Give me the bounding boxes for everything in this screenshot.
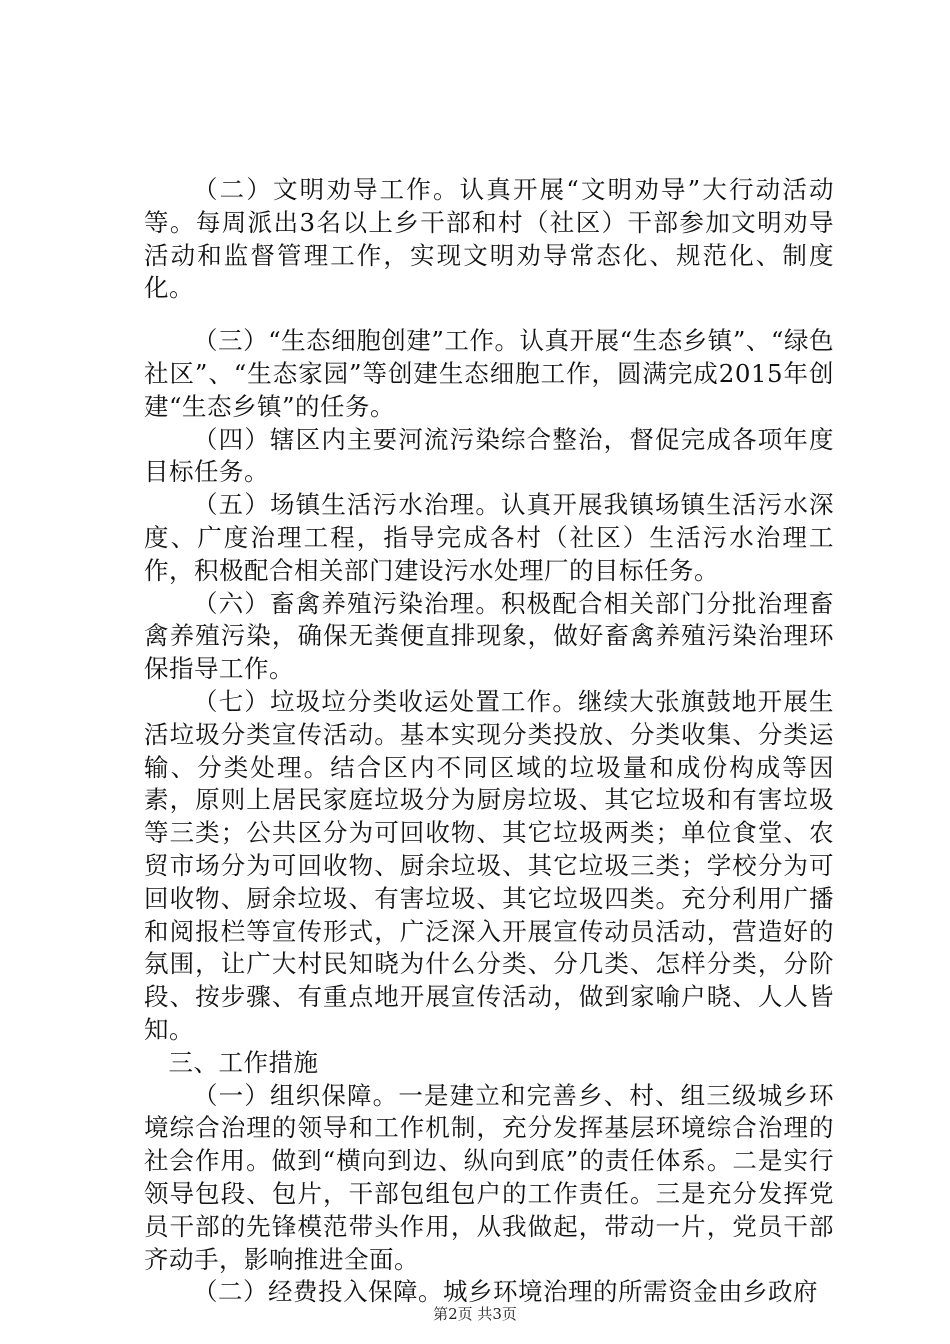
paragraph-organization-guarantee: （一）组织保障。一是建立和完善乡、村、组三级城乡环境综合治理的领导和工作机制，充分发挥基层环境综合治理的社会作用。做到“横向到边、纵向到底”的责任体系。二是实行领导包段、包片，干部包组包户的工作责任。三是充分发挥党员干部的先锋模范带头作用，从我做起，带动一片，党员干部齐动手，影响推进全面。	[144, 1080, 834, 1274]
paragraph-livestock-pollution: （六）畜禽养殖污染治理。积极配合相关部门分批治理畜禽养殖污染，确保无粪便直排现象，做好畜禽养殖污染治理环保指导工作。	[144, 588, 834, 684]
paragraph-garbage-sorting: （七）垃圾垃分类收运处置工作。继续大张旗鼓地开展生活垃圾分类宣传活动。基本实现分类投放、分类收集、分类运输、分类处理。结合区内不同区域的垃圾量和成份构成等因素，原则上居民家庭垃圾分为厨房垃圾、其它垃圾和有害垃圾等三类；公共区分为可回收物、其它垃圾两类；单位食堂、农贸市场分为可回收物、厨余垃圾、其它垃圾三类；学校分为可回收物、厨余垃圾、有害垃圾、其它垃圾四类。充分利用广播和阅报栏等宣传形式，广泛深入开展宣传动员活动，营造好的氛围，让广大村民知晓为什么分类、分几类、怎样分类，分阶段、按步骤、有重点地开展宣传活动，做到家喻户晓、人人皆知。	[144, 686, 834, 1044]
paragraph-sewage-treatment: （五）场镇生活污水治理。认真开展我镇场镇生活污水深度、广度治理工程，指导完成各村（社区）生活污水治理工作，积极配合相关部门建设污水处理厂的目标任务。	[144, 490, 834, 585]
paragraph-river-pollution: （四）辖区内主要河流污染综合整治，督促完成各项年度目标任务。	[144, 424, 834, 487]
page-footer: 第2页 共3页	[433, 1305, 517, 1323]
document-body	[144, 174, 834, 1309]
paragraph-funding-guarantee: （二）经费投入保障。城乡环境治理的所需资金由乡政府	[193, 1277, 818, 1307]
paragraph-ecological-cell: （三）“生态细胞创建”工作。认真开展“生态乡镇”、“绿色社区”、“生态家园”等创建生态细胞工作，圆满完成2015年创建“生态乡镇”的任务。	[144, 326, 834, 421]
paragraph-civilized-persuasion: （二）文明劝导工作。认真开展“文明劝导”大行动活动等。每周派出3名以上乡干部和村（社区）干部参加文明劝导活动和监督管理工作，实现文明劝导常态化、规范化、制度化。	[144, 175, 834, 303]
section-heading-work-measures: 三、工作措施	[168, 1047, 319, 1077]
